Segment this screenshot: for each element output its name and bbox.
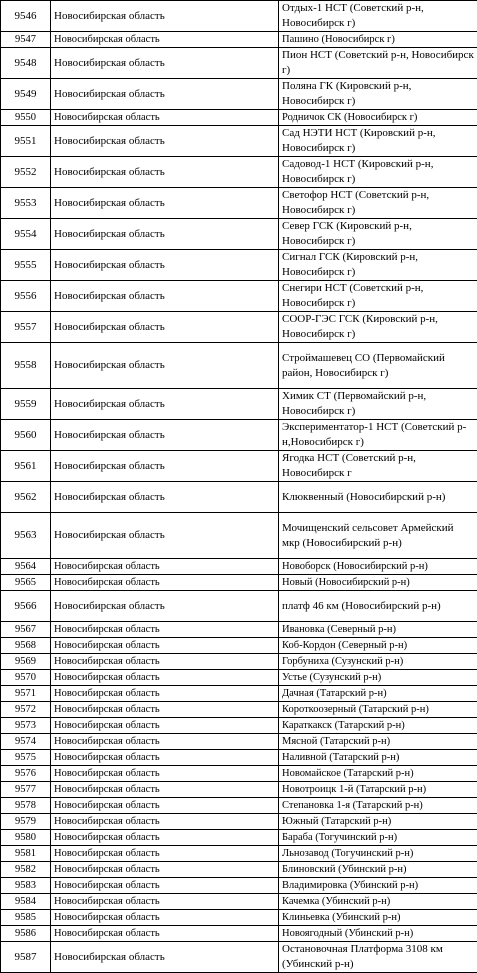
place-cell: Льнозавод (Тогучинский р-н) (279, 846, 477, 862)
row-number-cell: 9576 (1, 766, 51, 782)
row-number-cell: 9580 (1, 830, 51, 846)
region-cell: Новосибирская область (51, 862, 279, 878)
region-cell: Новосибирская область (51, 343, 279, 389)
row-number-cell: 9569 (1, 654, 51, 670)
place-cell: Новый (Новосибирский р-н) (279, 575, 477, 591)
place-cell: Новоборск (Новосибирский р-н) (279, 559, 477, 575)
place-cell: Наливной (Татарский р-н) (279, 750, 477, 766)
row-number-cell: 9547 (1, 32, 51, 48)
region-cell: Новосибирская область (51, 654, 279, 670)
row-number-cell: 9587 (1, 942, 51, 973)
region-cell: Новосибирская область (51, 110, 279, 126)
place-cell: Химик СТ (Первомайский р-н, Новосибирск г) (279, 389, 477, 420)
table-row (1, 591, 477, 622)
table-row (1, 110, 477, 126)
row-number-cell: 9586 (1, 926, 51, 942)
row-number-cell: 9578 (1, 798, 51, 814)
table-row (1, 79, 477, 110)
place-cell: Дачная (Татарский р-н) (279, 686, 477, 702)
region-cell: Новосибирская область (51, 782, 279, 798)
region-cell: Новосибирская область (51, 798, 279, 814)
place-cell: Светофор НСТ (Советский р-н, Новосибирск г) (279, 188, 477, 219)
region-cell: Новосибирская область (51, 830, 279, 846)
table-row (1, 451, 477, 482)
table-row (1, 654, 477, 670)
table-row (1, 686, 477, 702)
region-cell: Новосибирская область (51, 1, 279, 32)
row-number-cell: 9557 (1, 312, 51, 343)
region-cell: Новосибирская область (51, 126, 279, 157)
place-cell: Отдых-1 НСТ (Советский р-н, Новосибирск г) (279, 1, 477, 32)
region-cell: Новосибирская область (51, 219, 279, 250)
row-number-cell: 9584 (1, 894, 51, 910)
table-row (1, 702, 477, 718)
row-number-cell: 9548 (1, 48, 51, 79)
place-cell: Строймашевец СО (Первомайский район, Новосибирск г) (279, 343, 477, 389)
region-cell: Новосибирская область (51, 389, 279, 420)
row-number-cell: 9570 (1, 670, 51, 686)
region-cell: Новосибирская область (51, 451, 279, 482)
table-row (1, 926, 477, 942)
region-cell: Новосибирская область (51, 686, 279, 702)
row-number-cell: 9555 (1, 250, 51, 281)
region-cell: Новосибирская область (51, 638, 279, 654)
row-number-cell: 9585 (1, 910, 51, 926)
place-cell: Качемка (Убинский р-н) (279, 894, 477, 910)
region-cell: Новосибирская область (51, 878, 279, 894)
row-number-cell: 9574 (1, 734, 51, 750)
table-row (1, 343, 477, 389)
table-row (1, 420, 477, 451)
row-number-cell: 9566 (1, 591, 51, 622)
place-cell: Клиньевка (Убинский р-н) (279, 910, 477, 926)
region-cell: Новосибирская область (51, 894, 279, 910)
place-cell: Садовод-1 НСТ (Кировский р-н, Новосибирск г) (279, 157, 477, 188)
region-cell: Новосибирская область (51, 157, 279, 188)
row-number-cell: 9573 (1, 718, 51, 734)
region-cell: Новосибирская область (51, 312, 279, 343)
place-cell: Караткакск (Татарский р-н) (279, 718, 477, 734)
row-number-cell: 9572 (1, 702, 51, 718)
region-cell: Новосибирская область (51, 750, 279, 766)
place-cell: Степановка 1-я (Татарский р-н) (279, 798, 477, 814)
table-row (1, 157, 477, 188)
place-cell: Снегири НСТ (Советский р-н, Новосибирск г) (279, 281, 477, 312)
table-row (1, 513, 477, 559)
row-number-cell: 9561 (1, 451, 51, 482)
region-cell: Новосибирская область (51, 575, 279, 591)
region-cell: Новосибирская область (51, 559, 279, 575)
region-cell: Новосибирская область (51, 420, 279, 451)
place-cell: Пашино (Новосибирск г) (279, 32, 477, 48)
table-row (1, 638, 477, 654)
table-row (1, 782, 477, 798)
table-row (1, 575, 477, 591)
row-number-cell: 9583 (1, 878, 51, 894)
row-number-cell: 9551 (1, 126, 51, 157)
table-row (1, 219, 477, 250)
table-row (1, 942, 477, 973)
row-number-cell: 9553 (1, 188, 51, 219)
region-cell: Новосибирская область (51, 910, 279, 926)
table-row (1, 389, 477, 420)
place-cell: Сад НЭТИ НСТ (Кировский р-н, Новосибирск г) (279, 126, 477, 157)
row-number-cell: 9552 (1, 157, 51, 188)
region-cell: Новосибирская область (51, 513, 279, 559)
table-row (1, 281, 477, 312)
place-cell: Новоягодный (Убинский р-н) (279, 926, 477, 942)
table-row (1, 32, 477, 48)
row-number-cell: 9556 (1, 281, 51, 312)
region-cell: Новосибирская область (51, 670, 279, 686)
place-cell: Блиновский (Убинский р-н) (279, 862, 477, 878)
place-cell: Южный (Татарский р-н) (279, 814, 477, 830)
region-cell: Новосибирская область (51, 718, 279, 734)
table-row (1, 718, 477, 734)
table-row (1, 1, 477, 32)
place-cell: Сигнал ГСК (Кировский р-н, Новосибирск г) (279, 250, 477, 281)
place-cell: Новотроицк 1-й (Татарский р-н) (279, 782, 477, 798)
region-cell: Новосибирская область (51, 281, 279, 312)
row-number-cell: 9560 (1, 420, 51, 451)
table-row (1, 126, 477, 157)
place-cell: Ягодка НСТ (Советский р-н, Новосибирск г (279, 451, 477, 482)
place-cell: Экспериментатор-1 НСТ (Советский р-н,Новосибирск г) (279, 420, 477, 451)
place-cell: Клюквенный (Новосибирский р-н) (279, 482, 477, 513)
region-cell: Новосибирская область (51, 766, 279, 782)
place-cell: СООР-ГЭС ГСК (Кировский р-н, Новосибирск г) (279, 312, 477, 343)
region-cell: Новосибирская область (51, 942, 279, 973)
table-row (1, 766, 477, 782)
row-number-cell: 9554 (1, 219, 51, 250)
table-row (1, 798, 477, 814)
place-cell: Новомайское (Татарский р-н) (279, 766, 477, 782)
table-row (1, 250, 477, 281)
region-cell: Новосибирская область (51, 814, 279, 830)
table-row (1, 622, 477, 638)
row-number-cell: 9546 (1, 1, 51, 32)
row-number-cell: 9582 (1, 862, 51, 878)
place-cell: Бараба (Тогучинский р-н) (279, 830, 477, 846)
region-cell: Новосибирская область (51, 188, 279, 219)
table-row (1, 734, 477, 750)
table-row (1, 894, 477, 910)
table-row (1, 48, 477, 79)
place-cell: Устье (Сузунский р-н) (279, 670, 477, 686)
row-number-cell: 9581 (1, 846, 51, 862)
row-number-cell: 9564 (1, 559, 51, 575)
row-number-cell: 9562 (1, 482, 51, 513)
table-row (1, 482, 477, 513)
region-cell: Новосибирская область (51, 702, 279, 718)
table-row (1, 312, 477, 343)
table-body (1, 1, 477, 973)
table-row (1, 846, 477, 862)
place-cell: Горбуниха (Сузунский р-н) (279, 654, 477, 670)
region-cell: Новосибирская область (51, 846, 279, 862)
row-number-cell: 9571 (1, 686, 51, 702)
place-cell: Мясной (Татарский р-н) (279, 734, 477, 750)
place-cell: Остановочная Платформа 3108 км (Убинский р-н) (279, 942, 477, 973)
place-cell: Коб-Кордон (Северный р-н) (279, 638, 477, 654)
row-number-cell: 9575 (1, 750, 51, 766)
place-cell: Родничок СК (Новосибирск г) (279, 110, 477, 126)
row-number-cell: 9559 (1, 389, 51, 420)
row-number-cell: 9568 (1, 638, 51, 654)
row-number-cell: 9550 (1, 110, 51, 126)
place-cell: Север ГСК (Кировский р-н, Новосибирск г) (279, 219, 477, 250)
row-number-cell: 9549 (1, 79, 51, 110)
row-number-cell: 9579 (1, 814, 51, 830)
place-cell: Поляна ГК (Кировский р-н, Новосибирск г) (279, 79, 477, 110)
place-cell: платф 46 км (Новосибирский р-н) (279, 591, 477, 622)
table-row (1, 910, 477, 926)
row-number-cell: 9558 (1, 343, 51, 389)
place-cell: Мочищенский сельсовет Армейский мкр (Новосибирский р-н) (279, 513, 477, 559)
table-row (1, 878, 477, 894)
row-number-cell: 9565 (1, 575, 51, 591)
row-number-cell: 9563 (1, 513, 51, 559)
table-row (1, 559, 477, 575)
region-cell: Новосибирская область (51, 250, 279, 281)
table-row (1, 862, 477, 878)
region-cell: Новосибирская область (51, 591, 279, 622)
place-cell: Владимировка (Убинский р-н) (279, 878, 477, 894)
region-cell: Новосибирская область (51, 482, 279, 513)
region-cell: Новосибирская область (51, 79, 279, 110)
place-cell: Короткоозерный (Татарский р-н) (279, 702, 477, 718)
place-cell: Пион НСТ (Советский р-н, Новосибирск г) (279, 48, 477, 79)
row-number-cell: 9567 (1, 622, 51, 638)
table-row (1, 814, 477, 830)
region-cell: Новосибирская область (51, 926, 279, 942)
place-cell: Ивановка (Северный р-н) (279, 622, 477, 638)
region-cell: Новосибирская область (51, 48, 279, 79)
table-row (1, 750, 477, 766)
row-number-cell: 9577 (1, 782, 51, 798)
table-row (1, 670, 477, 686)
region-cell: Новосибирская область (51, 734, 279, 750)
region-cell: Новосибирская область (51, 622, 279, 638)
table-row (1, 188, 477, 219)
region-cell: Новосибирская область (51, 32, 279, 48)
table-row (1, 830, 477, 846)
